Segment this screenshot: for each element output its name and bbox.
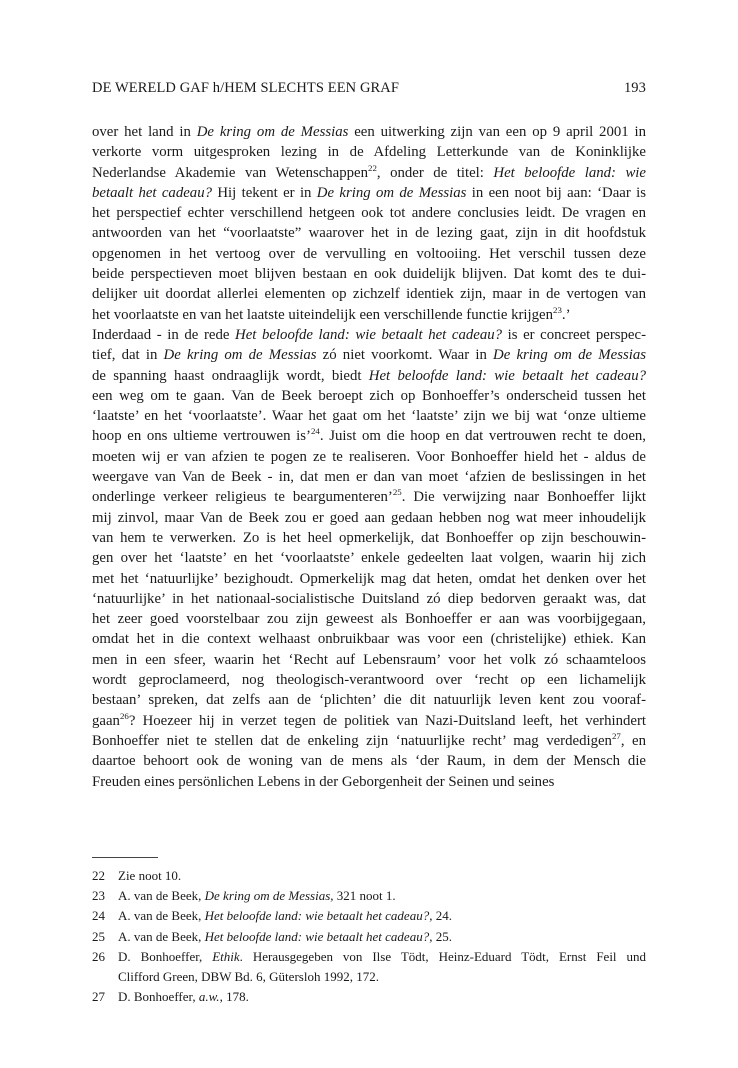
text-run: Zie noot 10. xyxy=(118,868,182,883)
text-run: van hem te verwerken. Zo is het heel opmerkelijk, dat Bonhoeffer op zijn beschouwin- xyxy=(92,529,646,546)
footnote-ref: 26 xyxy=(119,710,129,721)
text-line xyxy=(92,305,646,325)
text-run: mij zinvol, maar Van de Beek zou er goed aan gedaan hebben nog wat meer inhoudelijk xyxy=(92,509,646,526)
text-run: bestaan’ spreken, dat zelfs aan de ‘plichten’ die dit natuurlijk leven kent zou vooraf- xyxy=(92,692,646,709)
running-title: DE WERELD GAF h/HEM SLECHTS EEN GRAF xyxy=(92,80,400,96)
text-run: Nederlandse Akademie van Wetenschappen xyxy=(92,164,369,181)
italic-title: De kring om de Messias xyxy=(316,184,467,201)
text-run: .’ xyxy=(561,306,571,323)
text-line xyxy=(92,650,646,670)
text-run: het voorlaatste en van het laatste uiteindelijk een verschillende functie krijgen xyxy=(92,306,553,323)
italic-title: Het beloofde land: wie betaalt het cadeau? xyxy=(204,928,430,944)
footnote-line xyxy=(118,967,646,987)
text-line xyxy=(92,589,646,609)
text-run: in een noot bij aan: ‘Daar is xyxy=(466,184,646,201)
footnote-number: 27 xyxy=(92,989,105,1005)
text-run: , onder de titel: xyxy=(376,164,494,181)
text-line xyxy=(92,366,646,386)
text-run: Bonhoeffer niet te stellen dat de enkeling zijn ‘natuurlijke recht’ mag verdedigen xyxy=(92,732,612,749)
text-line xyxy=(92,629,646,649)
text-run: tief, dat in xyxy=(92,347,164,364)
text-run: ‘laatste’ en het ‘voorlaatste’. Waar het gaat om het ‘laatste’ zijn we bij wat ‘onze ultieme xyxy=(92,408,646,425)
text-line xyxy=(92,163,646,183)
text-line xyxy=(92,203,646,223)
text-line xyxy=(92,731,646,751)
text-line xyxy=(92,183,646,203)
italic-title: Het beloofde land: wie betaalt het cadeau? xyxy=(235,326,503,343)
text-run: het zeer goed voorstelbaar zou zijn geweest als Bonhoeffer er aan was voorbijgegaan, xyxy=(92,611,646,628)
footnote-number: 22 xyxy=(92,868,105,883)
footnote xyxy=(92,947,646,987)
italic-title: De kring om de Messias xyxy=(493,347,646,364)
footnote xyxy=(92,886,646,906)
text-run: met het ‘natuurlijke’ bezighoudt. Opmerkelijk mag dat heten, omdat het denken over het xyxy=(92,570,646,587)
text-line xyxy=(92,244,646,264)
body-text xyxy=(92,122,646,792)
text-line xyxy=(92,609,646,629)
text-line xyxy=(92,670,646,690)
footnote-number: 26 xyxy=(92,948,105,964)
text-line xyxy=(92,772,646,792)
text-run: ? Hoezeer hij in verzet tegen de politiek van Nazi-Duitsland leeft, het verhindert xyxy=(128,712,646,729)
text-run: wordt geproclameerd, nog theologisch-verantwoord over ‘recht op een lichamelijk xyxy=(92,672,646,689)
text-line xyxy=(92,569,646,589)
footnote-number: 25 xyxy=(92,928,105,944)
text-line xyxy=(92,528,646,548)
italic-title: De kring om de Messias xyxy=(196,124,349,140)
page-number: 193 xyxy=(623,80,646,96)
text-run: delijker uit doordat allerlei elementen op zichzelf identiek zijn, maar in de vertogen van xyxy=(92,286,646,303)
text-run: A. van de Beek, xyxy=(118,908,205,924)
text-run: opgenomen in het vertoog over de vervulling en voltooiing. Het verschil tussen deze xyxy=(92,245,646,262)
text-run: omdat het in die context welhaast onbruikbaar was voor een (christelijke) ethiek. Kan xyxy=(92,631,646,648)
text-line xyxy=(92,284,646,304)
text-run: onderlinge verkeer religieus te beargumenteren’ xyxy=(92,489,393,506)
text-run: een uitwerking zijn van een op 9 april 2001 in xyxy=(348,124,647,140)
text-run: D. Bonhoeffer, xyxy=(118,989,199,1005)
footnote xyxy=(92,927,646,947)
footnote-ref: 25 xyxy=(392,487,402,498)
italic-title: a.w. xyxy=(198,989,220,1005)
text-run: D. Bonhoeffer, xyxy=(118,948,213,964)
text-run: , en xyxy=(620,732,646,749)
text-run: zó niet voorkomt. Waar in xyxy=(316,347,494,364)
footnote-line xyxy=(118,906,646,926)
text-run: gaan xyxy=(92,712,120,729)
text-run: Inderdaad - in de rede xyxy=(92,326,236,343)
footnote xyxy=(92,906,646,926)
text-line xyxy=(92,325,646,345)
footnote-line xyxy=(118,987,646,1007)
footnote-line xyxy=(118,927,646,947)
footnote xyxy=(92,987,646,1007)
text-run: . Die verwijzing naar Bonhoeffer lijkt xyxy=(401,489,646,506)
text-run: moeten wij er van afzien te pogen ze te realiseren. Voor Bonhoeffer hield het - aldus de xyxy=(92,448,646,465)
text-run: antwoorden van het “voorlaatste” waarover het in de lezing gaat, zijn in dit hoofdstuk xyxy=(92,225,646,242)
footnote-number: 23 xyxy=(92,888,105,904)
text-line xyxy=(92,386,646,406)
text-run: hoop en ons ultieme vertrouwen is’ xyxy=(92,428,311,445)
footnotes xyxy=(92,866,646,1007)
text-line xyxy=(92,690,646,710)
italic-title: Het beloofde land: wie betaalt het cadeau? xyxy=(368,367,646,384)
italic-title: Ethik xyxy=(212,948,240,964)
italic-title: Het beloofde land: wie betaalt het cadeau? xyxy=(204,908,430,924)
text-run: een weg om te gaan. Van de Beek beroept zich op Bonhoeffer’s onderscheid tussen het xyxy=(92,387,646,404)
text-run: is er concreet perspec- xyxy=(502,326,646,343)
footnote-line xyxy=(118,947,646,967)
text-line xyxy=(92,223,646,243)
footnote-line xyxy=(118,866,646,886)
text-run: ‘natuurlijke’ in het nationaal-socialistische Duitsland zó diep bedorven geraakt was, dat xyxy=(92,590,646,607)
text-line xyxy=(92,487,646,507)
text-run: het perspectief echter verschillend hetgeen ook tot andere conclusies leidt. De vragen en xyxy=(92,205,646,222)
text-run: Clifford Green, DBW Bd. 6, Gütersloh 1992, 172. xyxy=(118,969,379,985)
text-line xyxy=(92,751,646,771)
text-line xyxy=(92,548,646,568)
text-run: . Juist om die hoop en dat vertrouwen recht te doen, xyxy=(319,428,646,445)
text-run: de spanning haast ondraaglijk wordt, biedt xyxy=(92,367,369,384)
text-run: , 178. xyxy=(219,989,249,1005)
text-run: . Herausgegeben von Ilse Tödt, Heinz-Eduard Tödt, Ernst Feil und xyxy=(239,948,646,964)
text-line xyxy=(92,345,646,365)
text-run: , 321 noot 1. xyxy=(330,888,396,904)
text-line xyxy=(92,467,646,487)
text-run: , 24. xyxy=(429,908,452,924)
text-run: A. van de Beek, xyxy=(118,928,205,944)
text-line xyxy=(92,508,646,528)
text-run: men in een sfeer, waarin het ‘Recht auf Lebensraum’ voor het volk zó schaamteloos xyxy=(92,651,646,668)
footnote-ref: 27 xyxy=(611,730,621,741)
footnote-ref: 24 xyxy=(310,426,320,437)
text-line xyxy=(92,142,646,162)
italic-title: betaalt het cadeau? xyxy=(92,184,212,201)
text-line xyxy=(92,711,646,731)
text-run: over het land in xyxy=(92,124,197,140)
text-line xyxy=(92,426,646,446)
italic-title: De kring om de Messias xyxy=(163,347,317,364)
footnote-ref: 22 xyxy=(368,162,377,173)
text-run: gen over het ‘laatste’ en het ‘voorlaatste’ enkele gedeelten laat volgen, waarin hij zich xyxy=(92,550,646,567)
footnote xyxy=(92,866,646,886)
text-line xyxy=(92,264,646,284)
text-run: weergave van Van de Beek - in, dat men er dan van moet ‘afzien de beslissingen in het xyxy=(92,469,646,486)
footnote-number: 24 xyxy=(92,908,105,924)
text-line xyxy=(92,122,646,142)
text-run: daartoe behoort ook de woning van de mens als ‘der Raum, in dem der Mensch die xyxy=(92,753,646,770)
footnote-separator xyxy=(92,857,158,858)
text-line xyxy=(92,406,646,426)
text-run: A. van de Beek, xyxy=(118,888,205,904)
footnote-line xyxy=(118,886,646,906)
text-run: verkorte vorm uitgesproken lezing in de Afdeling Letterkunde van de Koninklijke xyxy=(92,144,646,161)
text-line xyxy=(92,447,646,467)
text-run: Hij tekent er in xyxy=(212,184,317,201)
text-run: Freuden eines persönlichen Lebens in der Geborgenheit der Seinen und seines xyxy=(92,773,555,790)
text-run: beide perspectieven moet blijven bestaan en ook duidelijk blijven. Dat komt des te dui- xyxy=(92,266,646,283)
italic-title: De kring om de Messias xyxy=(204,888,331,904)
italic-title: Het beloofde land: wie xyxy=(493,164,646,181)
text-run: , 25. xyxy=(429,928,452,944)
footnote-ref: 23 xyxy=(553,304,562,315)
